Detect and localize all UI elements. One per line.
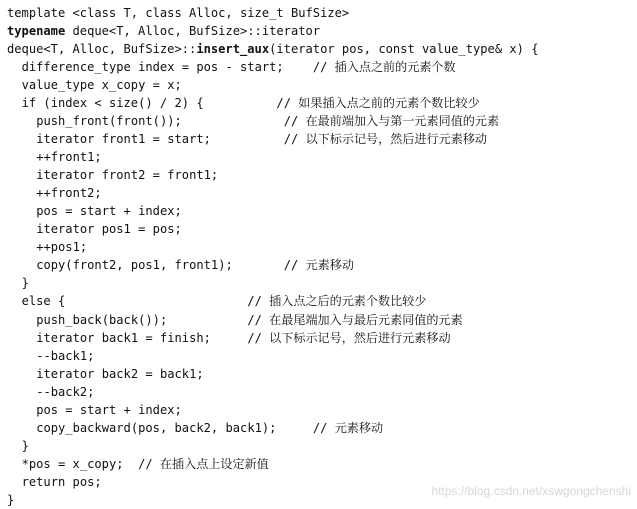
code-text: template <class T, class Alloc, size_t BufSize> — [7, 6, 350, 20]
code-text: iterator front1 = start; // 以下标示记号，然后进行元素移动 — [36, 132, 487, 147]
code-text: iterator back1 = finish; // 以下标示记号，然后进行元素移动 — [36, 330, 451, 345]
code-line — [7, 4, 349, 22]
code-text: } — [21, 438, 29, 453]
code-text: } — [21, 276, 29, 291]
code-line — [22, 292, 427, 310]
code-text: deque<T, Alloc, BufSize>::iterator — [65, 24, 321, 39]
code-line — [36, 347, 94, 365]
code-text: } — [7, 492, 15, 507]
code-text: else { // 插入点之后的元素个数比较少 — [21, 294, 427, 309]
code-text: iterator back2 = back1; — [36, 366, 204, 381]
code-line — [36, 184, 102, 202]
code-line — [22, 274, 29, 292]
code-text: ++front1; — [36, 150, 102, 165]
code-text: copy_backward(pos, back2, back1); // 元素移动 — [36, 420, 384, 435]
code-line — [36, 401, 182, 419]
code-text: iterator front2 = front1; — [36, 168, 219, 183]
watermark-text: https://blog.csdn.net/xswgongchenshi — [431, 484, 631, 498]
code-line — [36, 202, 182, 220]
code-text: push_front(front()); // 在最前端加入与第一元素同值的元素 — [36, 114, 500, 129]
code-text: pos = start + index; — [36, 402, 182, 417]
code-text: (iterator pos, const value_type& x) { — [269, 42, 539, 57]
code-line — [36, 220, 182, 238]
code-line — [36, 148, 102, 166]
code-text: --back1; — [36, 348, 95, 363]
code-line — [22, 473, 102, 491]
code-line — [7, 491, 14, 509]
code-keyword: typename — [7, 24, 66, 39]
code-text: value_type x_copy = x; — [21, 78, 182, 93]
code-text: pos = start + index; — [36, 204, 182, 219]
code-keyword: insert_aux — [196, 42, 270, 57]
code-text: copy(front2, pos1, front1); // 元素移动 — [36, 258, 354, 273]
code-text: --back2; — [36, 384, 95, 399]
code-text: difference_type index = pos - start; // 插入点之前的元素个数 — [21, 60, 456, 75]
code-line — [7, 22, 320, 40]
code-line — [22, 437, 29, 455]
code-line — [22, 58, 456, 76]
code-line — [36, 329, 450, 347]
code-line — [36, 130, 487, 148]
code-text: ++front2; — [36, 186, 102, 201]
code-line — [36, 311, 463, 329]
code-text: *pos = x_copy; // 在插入点上设定新值 — [21, 456, 269, 471]
code-line — [36, 383, 94, 401]
code-line — [36, 365, 203, 383]
code-text: ++pos1; — [36, 240, 88, 255]
code-line — [36, 419, 383, 437]
code-text: return pos; — [21, 474, 102, 489]
code-text: if (index < size() / 2) { // 如果插入点之前的元素个数比较少 — [21, 96, 480, 111]
code-line — [36, 112, 499, 130]
code-line — [22, 94, 480, 112]
code-text: push_back(back()); // 在最尾端加入与最后元素同值的元素 — [36, 312, 463, 327]
code-line — [7, 40, 539, 58]
code-line — [22, 76, 182, 94]
code-text: iterator pos1 = pos; — [36, 222, 182, 237]
code-line — [36, 256, 354, 274]
code-text: deque<T, Alloc, BufSize>:: — [7, 42, 197, 57]
code-line — [22, 455, 269, 473]
code-line — [36, 166, 218, 184]
code-line — [36, 238, 87, 256]
